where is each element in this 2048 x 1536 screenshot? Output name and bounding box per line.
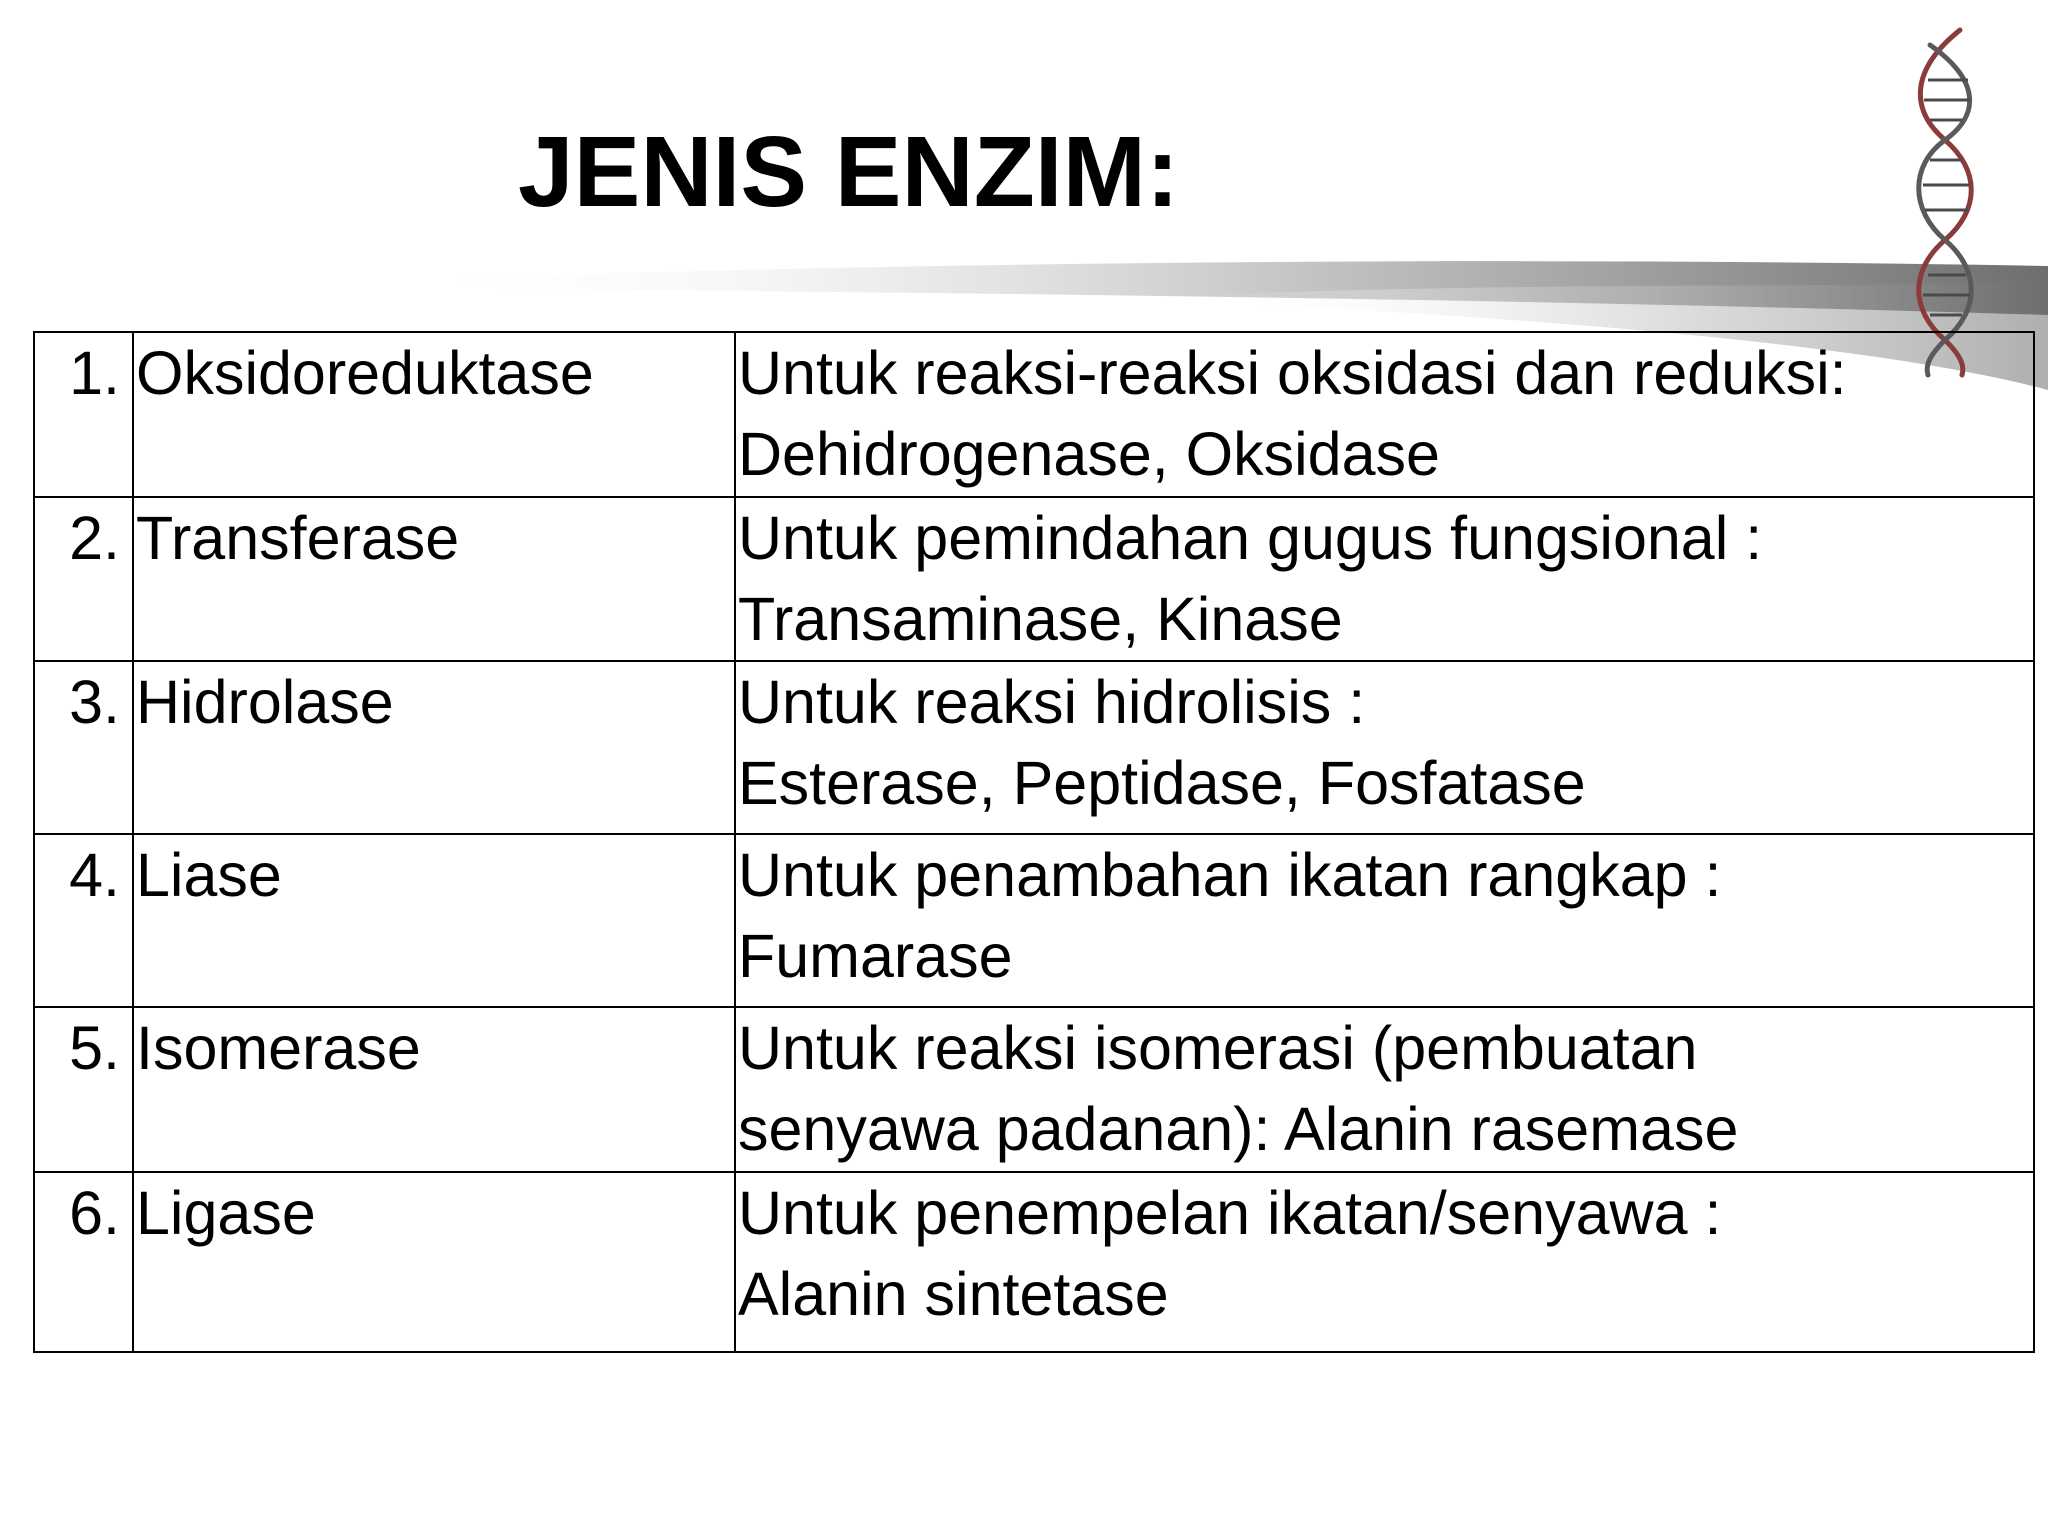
- enzyme-description: [735, 332, 2034, 497]
- description-line: Untuk pemindahan gugus fungsional :: [738, 504, 1763, 572]
- description-line: Untuk reaksi hidrolisis :: [738, 668, 1366, 736]
- row-number: 3.: [34, 661, 133, 834]
- row-number: 2.: [34, 497, 133, 661]
- dna-helix-icon: [1890, 20, 2000, 380]
- row-number: 6.: [34, 1172, 133, 1352]
- enzyme-name: Transferase: [133, 497, 735, 661]
- description-line: Untuk penempelan ikatan/senyawa :: [738, 1179, 1722, 1247]
- enzyme-name: Isomerase: [133, 1007, 735, 1172]
- row-number: 5.: [34, 1007, 133, 1172]
- description-line: Fumarase: [738, 922, 1013, 990]
- enzyme-description: [735, 1007, 2034, 1172]
- slide-title: JENIS ENZIM:: [518, 116, 1180, 228]
- description-line: Alanin sintetase: [738, 1260, 1169, 1328]
- enzyme-name: Liase: [133, 834, 735, 1007]
- enzyme-types-table: [33, 331, 2035, 1353]
- enzyme-name: Ligase: [133, 1172, 735, 1352]
- enzyme-description: [735, 497, 2034, 661]
- description-line: Dehidrogenase, Oksidase: [738, 420, 1440, 488]
- enzyme-description: [735, 1172, 2034, 1352]
- table-row: [34, 661, 2034, 834]
- description-line: Untuk reaksi-reaksi oksidasi dan reduksi:: [738, 339, 1847, 407]
- table-row: [34, 332, 2034, 497]
- description-line: Transaminase, Kinase: [738, 585, 1343, 653]
- table-row: [34, 497, 2034, 661]
- description-line: senyawa padanan): Alanin rasemase: [738, 1095, 1739, 1163]
- table-row: [34, 834, 2034, 1007]
- description-line: Untuk penambahan ikatan rangkap :: [738, 841, 1722, 909]
- description-line: Untuk reaksi isomerasi (pembuatan: [738, 1014, 1698, 1082]
- enzyme-name: Hidrolase: [133, 661, 735, 834]
- row-number: 4.: [34, 834, 133, 1007]
- table-row: [34, 1172, 2034, 1352]
- row-number: 1.: [34, 332, 133, 497]
- enzyme-description: [735, 834, 2034, 1007]
- description-line: Esterase, Peptidase, Fosfatase: [738, 749, 1586, 817]
- enzyme-name: Oksidoreduktase: [133, 332, 735, 497]
- enzyme-description: [735, 661, 2034, 834]
- table-row: [34, 1007, 2034, 1172]
